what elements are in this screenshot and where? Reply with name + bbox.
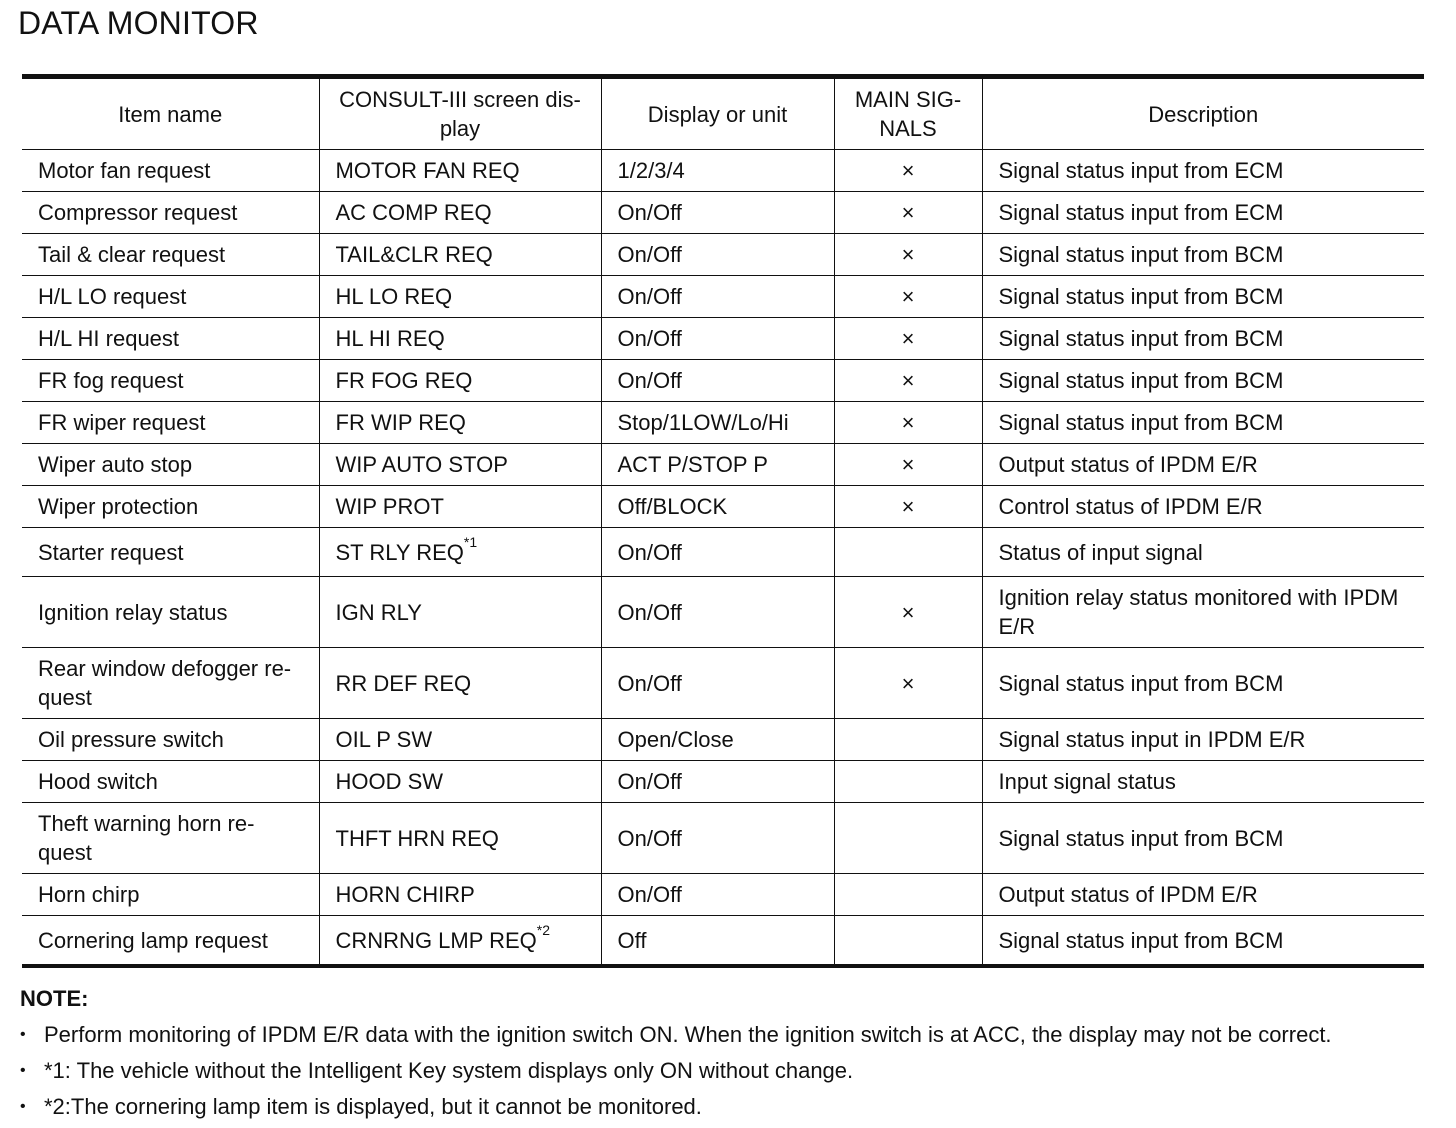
cell-description: Ignition relay status monitored with IPDM E/R [982,577,1424,648]
table-row [22,444,1424,486]
cell-display-unit: 1/2/3/4 [601,150,834,192]
cell-item-name: Tail & clear request [22,234,319,276]
cell-item-name: Compressor request [22,192,319,234]
cell-item-name: H/L HI request [22,318,319,360]
note-text: *1: The vehicle without the Intelligent Key system displays only ON without change. [44,1058,854,1083]
notes-section [20,984,1440,1128]
cell-display-unit: Open/Close [601,719,834,761]
cell-display-unit: On/Off [601,577,834,648]
cell-main-signal: × [834,192,982,234]
note-item [20,1020,1440,1049]
cell-screen-display: AC COMP REQ [319,192,601,234]
cell-main-signal [834,761,982,803]
cell-item-name: FR fog request [22,360,319,402]
cell-description: Signal status input from BCM [982,318,1424,360]
cell-screen-display: HL LO REQ [319,276,601,318]
cell-item-name: Oil pressure switch [22,719,319,761]
cell-main-signal [834,916,982,967]
cell-screen-display: THFT HRN REQ [319,803,601,874]
cell-screen-display [319,916,601,967]
cell-screen-display: FR WIP REQ [319,402,601,444]
table-header-row [22,77,1424,150]
note-item [20,1056,1440,1085]
table-row [22,874,1424,916]
footnote-marker: *1 [463,534,478,551]
header-display-unit: Display or unit [601,77,834,150]
cell-main-signal: × [834,318,982,360]
note-item [20,1092,1440,1121]
cell-display-unit: On/Off [601,648,834,719]
cell-item-name: FR wiper request [22,402,319,444]
cell-item-name: H/L LO request [22,276,319,318]
cell-screen-display: RR DEF REQ [319,648,601,719]
cell-main-signal [834,528,982,577]
note-text: *2:The cornering lamp item is displayed, but it cannot be monitored. [44,1094,702,1119]
cell-screen-display: HL HI REQ [319,318,601,360]
cell-description: Signal status input from BCM [982,916,1424,967]
cell-description: Signal status input from BCM [982,648,1424,719]
cell-display-unit: On/Off [601,276,834,318]
cell-description: Status of input signal [982,528,1424,577]
table-row [22,528,1424,577]
header-item-name: Item name [22,77,319,150]
cell-display-unit: On/Off [601,360,834,402]
bullet-icon: • [20,1062,26,1079]
cell-main-signal: × [834,648,982,719]
cell-screen-display: OIL P SW [319,719,601,761]
table-row [22,761,1424,803]
cell-display-unit: Off/BLOCK [601,486,834,528]
cell-description: Signal status input from BCM [982,234,1424,276]
cell-screen-display: WIP AUTO STOP [319,444,601,486]
cell-display-unit: Off [601,916,834,967]
cell-display-unit: On/Off [601,528,834,577]
display-text: CRNRNG LMP REQ [335,927,537,953]
cell-description: Signal status input from BCM [982,402,1424,444]
header-description: Description [982,77,1424,150]
cell-item-name: Motor fan request [22,150,319,192]
table-row [22,803,1424,874]
cell-description: Signal status input from ECM [982,192,1424,234]
cell-description: Control status of IPDM E/R [982,486,1424,528]
cell-display-unit: ACT P/STOP P [601,444,834,486]
cell-display-unit: On/Off [601,318,834,360]
cell-item-name: Wiper auto stop [22,444,319,486]
cell-item-name: Horn chirp [22,874,319,916]
cell-item-name: Cornering lamp request [22,916,319,967]
table-row [22,402,1424,444]
table-row [22,234,1424,276]
table-row [22,486,1424,528]
cell-display-unit: On/Off [601,874,834,916]
cell-screen-display: IGN RLY [319,577,601,648]
cell-main-signal: × [834,577,982,648]
header-screen-display: CONSULT-III screen dis-play [319,77,601,150]
table-row [22,192,1424,234]
cell-screen-display: FR FOG REQ [319,360,601,402]
cell-item-name: Theft warning horn re-quest [22,803,319,874]
cell-item-name: Wiper protection [22,486,319,528]
table-row [22,360,1424,402]
note-title: NOTE: [20,986,89,1011]
cell-main-signal: × [834,234,982,276]
cell-description: Signal status input from BCM [982,803,1424,874]
table-row [22,318,1424,360]
table-row [22,150,1424,192]
cell-description: Signal status input from BCM [982,360,1424,402]
display-text: ST RLY REQ [335,539,464,565]
bullet-icon: • [20,1026,26,1043]
cell-main-signal [834,803,982,874]
cell-screen-display: HORN CHIRP [319,874,601,916]
cell-main-signal: × [834,444,982,486]
cell-item-name: Starter request [22,528,319,577]
cell-description: Signal status input from BCM [982,276,1424,318]
cell-main-signal: × [834,150,982,192]
table-row [22,648,1424,719]
footnote-marker: *2 [536,922,551,939]
cell-display-unit: Stop/1LOW/Lo/Hi [601,402,834,444]
cell-screen-display: WIP PROT [319,486,601,528]
cell-description: Input signal status [982,761,1424,803]
table-row [22,916,1424,967]
cell-display-unit: On/Off [601,192,834,234]
cell-description: Output status of IPDM E/R [982,444,1424,486]
cell-description: Output status of IPDM E/R [982,874,1424,916]
cell-item-name: Rear window defogger re-quest [22,648,319,719]
cell-display-unit: On/Off [601,234,834,276]
cell-main-signal: × [834,402,982,444]
note-text: Perform monitoring of IPDM E/R data with the ignition switch ON. When the ignition switch is at ACC, the display may not be correct. [44,1022,1332,1047]
table-row [22,276,1424,318]
cell-screen-display [319,528,601,577]
cell-main-signal: × [834,360,982,402]
cell-display-unit: On/Off [601,761,834,803]
cell-main-signal [834,874,982,916]
cell-item-name: Hood switch [22,761,319,803]
table-row [22,719,1424,761]
cell-description: Signal status input from ECM [982,150,1424,192]
page-title: DATA MONITOR [18,5,259,41]
table-row [22,577,1424,648]
cell-screen-display: TAIL&CLR REQ [319,234,601,276]
cell-main-signal: × [834,276,982,318]
header-main-signals: MAIN SIG-NALS [834,77,982,150]
cell-display-unit: On/Off [601,803,834,874]
bullet-icon: • [20,1098,26,1115]
cell-screen-display: MOTOR FAN REQ [319,150,601,192]
cell-item-name: Ignition relay status [22,577,319,648]
cell-main-signal [834,719,982,761]
cell-main-signal: × [834,486,982,528]
cell-description: Signal status input in IPDM E/R [982,719,1424,761]
cell-screen-display: HOOD SW [319,761,601,803]
data-monitor-table [22,74,1424,968]
